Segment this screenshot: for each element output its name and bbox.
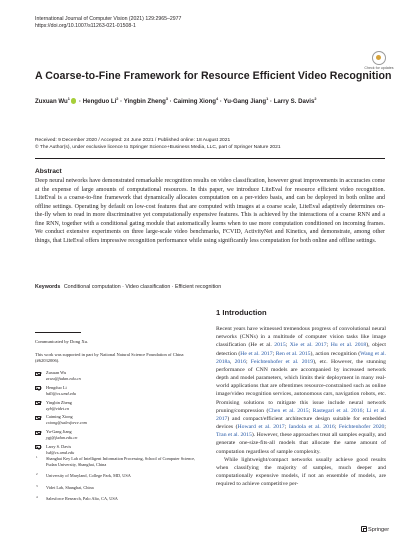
author-name[interactable]: Caiming Xiong: [173, 98, 217, 106]
introduction-text: ), etc. However, the stunning performance of CNN models are accompanied by increased network depth and model parameters, which limits their deployment in many real-world applications that are oftentimes resource-constrained such as online image/video recognition services, autonomous cars, navigation robots, etc. Promising solutions to mitigate this issue include neural network pruning/compression (: [216, 358, 386, 414]
affiliation-number: 3: [36, 483, 38, 488]
introduction-body: [216, 325, 386, 488]
author-affiliation-mark: 1: [266, 97, 269, 101]
copyright-line: © The Author(s), under exclusive licence to Springer Science+Business Media, LLC, part of Springer Nature 2021: [35, 144, 281, 150]
abstract-text: Deep neural networks have demonstrated remarkable recognition results on video classification, however great improvements in accuracies come at the expense of large amounts of computational resources. In this paper, we introduce LiteEval for resource efficient video recognition. LiteEval is a coarse-to-fine framework that dynamically allocates computation on a per-video basis, and can be deployed in both online and offline settings. Operating by default on low-cost features that are computed with images at a coarse scale, LiteEval adaptively determines on-the-fly when to read in more discriminative yet computationally expensive features. This is achieved by the interactions of a coarse RNN and a fine RNN, together with a conditional gating module that automatically learns when to use more computation conditioned on incoming frames. We conduct extensive experiments on three large-scale video benchmarks, FCVID, ActivityNet and Kinetics, and demonstrate, among other things, that LiteEval offers impressive recognition performance while using significantly less computation for both online and offline settings.: [35, 178, 385, 245]
author-affiliation-mark: 3: [165, 97, 168, 101]
author-contact: [35, 400, 200, 412]
crossmark-icon: [372, 51, 386, 65]
author-name[interactable]: Zuxuan Wu: [35, 98, 68, 106]
communicated-by-note: Communicated by Dong Xu.: [35, 339, 89, 344]
envelope-icon: [35, 386, 41, 390]
keywords: [35, 284, 385, 290]
introduction-text: ;: [284, 424, 289, 431]
contact-name: Hengduo Li: [46, 384, 67, 390]
contact-email-link[interactable]: cxiong@salesforce.com: [46, 420, 87, 426]
contact-name: Caiming Xiong: [46, 414, 73, 420]
citation-link[interactable]: Wang et al. 2018a: [216, 350, 386, 365]
check-for-updates-badge[interactable]: [364, 51, 394, 70]
journal-doi-link[interactable]: https://doi.org/10.1007/s11263-021-01508-1: [35, 23, 136, 30]
contact-name: Yu-Gang Jiang: [46, 429, 72, 435]
author-affiliation-mark: 2: [116, 97, 119, 101]
journal-header: [35, 16, 181, 31]
introduction-text: ;: [272, 350, 276, 357]
author-name[interactable]: Yingbin Zheng: [123, 98, 166, 106]
citation-link[interactable]: Xie et al. 2017: [289, 342, 327, 349]
contact-name: Larry S. Davis: [46, 443, 72, 449]
funding-note: This work was supported in part by National Natural Science Foundation of China (#62032006).: [35, 352, 184, 364]
affiliation-item: [35, 485, 200, 491]
springer-horse-icon: [361, 526, 367, 532]
author-separator: ·: [218, 98, 224, 106]
author-name[interactable]: Hengduo Li: [82, 98, 117, 106]
introduction-text: Recent years have witnessed tremendous progress of convolutional neural networks (CNNs) in a multitude of computer vision tasks like image classification (He et al.: [216, 326, 386, 349]
author-separator: ·: [118, 98, 124, 106]
introduction-text: ;: [326, 342, 331, 349]
citation-link[interactable]: Hu et al. 2018: [330, 342, 367, 349]
introduction-text: ;: [285, 342, 290, 349]
introduction-text: ). However, these approaches treat all samples equally, and generate one-size-fits-all models that allocate the same amount of computation regardless of sample complexity.: [216, 432, 386, 455]
keywords-text: Conditional computation · Video classification · Efficient recognition: [63, 284, 222, 290]
contact-email-link[interactable]: ygj@fudan.edu.cn: [46, 435, 78, 441]
introduction-text: ,: [229, 358, 235, 365]
citation-link[interactable]: Tran et al. 2015: [216, 432, 252, 439]
footnote-rule: [35, 332, 81, 333]
introduction-text: ), action recognition (: [310, 350, 361, 357]
author-contact: [35, 444, 200, 456]
affiliations: [35, 456, 200, 507]
author-contact: [35, 370, 200, 382]
citation-link[interactable]: Feichtenhofer et al. 2019: [250, 358, 314, 365]
citation-link[interactable]: He et al. 2017: [240, 350, 273, 357]
affiliation-text: Shanghai Key Lab of Intelligent Information Processing, School of Computer Science, Fudan University, Shanghai, China: [46, 456, 196, 467]
introduction-text: ;: [308, 407, 313, 414]
check-for-updates-label: Check for updates: [364, 66, 394, 70]
citation-link[interactable]: Iandola et al. 2016: [288, 424, 335, 431]
abstract-heading: Abstract: [35, 168, 62, 175]
contact-email-link[interactable]: zxwu@fudan.edu.cn: [46, 376, 81, 382]
envelope-icon: [35, 445, 41, 449]
orcid-icon[interactable]: [71, 98, 77, 104]
contact-email-link[interactable]: lsd@cs.umd.edu: [46, 449, 75, 455]
paper-title: A Coarse-to-Fine Framework for Resource Efficient Video Recognition: [35, 70, 392, 82]
citation-link[interactable]: 2015: [274, 342, 286, 349]
author-separator: ·: [268, 98, 274, 106]
keywords-label: Keywords: [35, 284, 61, 290]
introduction-text: ;: [362, 407, 367, 414]
introduction-text: ) and compact/efficient architecture design suitable for embedded devices (: [216, 415, 386, 431]
author-contacts: [35, 370, 200, 459]
author-affiliation-mark: 2: [314, 97, 317, 101]
author-contact: [35, 385, 200, 397]
affiliation-text: Videt Lab, Shanghai, China: [46, 484, 94, 490]
contact-name: Zuxuan Wu: [46, 370, 67, 375]
springer-logo: [361, 526, 389, 533]
affiliation-item: [35, 496, 200, 502]
introduction-paragraph-1: [216, 325, 386, 456]
dates-received-line: Received: 9 December 2020 / Accepted: 24 June 2021 / Published online: 18 August 2021: [35, 138, 231, 143]
envelope-icon: [35, 416, 41, 420]
envelope-icon: [35, 372, 41, 376]
author-contact: [35, 414, 200, 426]
author-list: [35, 97, 316, 105]
introduction-heading: 1 Introduction: [216, 308, 267, 317]
introduction-text: ;: [245, 358, 251, 365]
author-affiliation-mark: 1: [67, 97, 70, 101]
affiliation-item: [35, 456, 200, 468]
citation-link[interactable]: 2016: [234, 358, 246, 365]
author-affiliation-mark: 4: [216, 97, 219, 101]
citation-link[interactable]: Howard et al. 2017: [237, 424, 285, 431]
author-contact: [35, 429, 200, 441]
affiliation-item: [35, 473, 200, 479]
contact-email-link[interactable]: zyb@videt.cn: [46, 405, 70, 411]
citation-link[interactable]: Chen et al. 2015: [268, 407, 309, 414]
journal-citation: International Journal of Computer Vision (2021) 129:2965–2977: [35, 16, 182, 22]
citation-link[interactable]: Feichtenhofer 2020: [338, 424, 385, 431]
affiliation-number: 4: [36, 494, 38, 499]
citation-link[interactable]: Rastegari et al. 2016: [312, 407, 363, 414]
contact-email-link[interactable]: hdli@cs.umd.edu: [46, 390, 76, 396]
author-separator: ·: [167, 98, 174, 106]
author-name[interactable]: Yu-Gang Jiang: [223, 98, 267, 106]
author-separator: ·: [77, 98, 83, 106]
envelope-icon: [35, 401, 41, 405]
introduction-paragraph-2: While lightweight/compact networks usually achieve good results when classifying the majority of samples, much deeper and computationally expensive models, if not an ensemble of models, are required to achieve competitive per-: [216, 456, 386, 488]
introduction-text: ;: [384, 424, 386, 431]
introduction-text: ), object detection (: [216, 342, 386, 357]
citation-link[interactable]: Ren et al. 2015: [275, 350, 311, 357]
author-name[interactable]: Larry S. Davis: [273, 98, 315, 106]
envelope-icon: [35, 431, 41, 435]
publication-dates: [35, 138, 281, 152]
publisher-name: Springer: [368, 527, 390, 533]
header-rule: [35, 158, 385, 159]
affiliation-number: 2: [36, 472, 38, 477]
introduction-text: ;: [334, 424, 339, 431]
contact-name: Yingbin Zheng: [46, 399, 72, 405]
citation-link[interactable]: Li et al. 2017: [216, 407, 386, 422]
affiliation-text: Salesforce Research, Palo Alto, CA, USA: [46, 495, 118, 501]
affiliation-text: University of Maryland, College Park, MD, USA: [46, 473, 131, 479]
affiliation-number: 1: [36, 455, 38, 459]
